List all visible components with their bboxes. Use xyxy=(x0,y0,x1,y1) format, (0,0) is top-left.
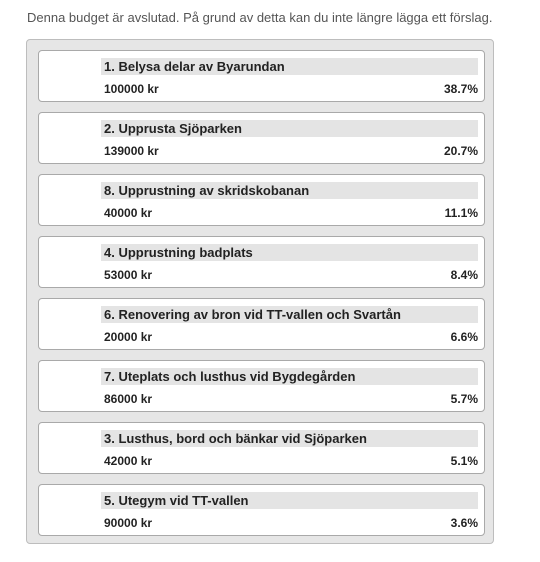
proposal-title: 3. Lusthus, bord och bänkar vid Sjöparken xyxy=(104,431,367,446)
proposal-title: 4. Upprustning badplats xyxy=(104,245,253,260)
proposal-percent: 5.7% xyxy=(450,392,478,406)
proposal-title-bar xyxy=(101,492,478,509)
proposal-title-bar xyxy=(101,368,478,385)
proposal-amount: 100000 kr xyxy=(104,82,159,96)
proposal-card xyxy=(38,50,485,102)
proposal-title: 5. Utegym vid TT-vallen xyxy=(104,493,249,508)
proposal-amount: 139000 kr xyxy=(104,144,159,158)
proposal-percent: 11.1% xyxy=(444,206,478,220)
proposal-amount: 42000 kr xyxy=(104,454,153,468)
proposal-title-bar xyxy=(101,120,478,137)
proposal-title-bar xyxy=(101,244,478,261)
proposal-percent: 5.1% xyxy=(450,454,478,468)
proposal-title-bar xyxy=(101,306,478,323)
proposal-percent: 20.7% xyxy=(443,144,478,158)
proposal-amount: 86000 kr xyxy=(104,392,153,406)
proposal-title: 7. Uteplats och lusthus vid Bygdegården xyxy=(104,369,356,384)
proposal-percent: 38.7% xyxy=(443,82,478,96)
proposal-card xyxy=(38,298,485,350)
proposal-card xyxy=(38,360,485,412)
proposal-card xyxy=(38,484,485,536)
proposal-percent: 6.6% xyxy=(450,330,478,344)
proposal-percent: 8.4% xyxy=(450,268,478,282)
proposal-title: 1. Belysa delar av Byarundan xyxy=(104,59,285,74)
proposal-title: 2. Upprusta Sjöparken xyxy=(104,121,242,136)
proposal-percent: 3.6% xyxy=(450,516,478,530)
budget-closed-notice: Denna budget är avslutad. På grund av detta kan du inte längre lägga ett förslag. xyxy=(27,10,493,25)
proposal-card xyxy=(38,112,485,164)
proposal-title: 8. Upprustning av skridskobanan xyxy=(104,183,310,198)
proposal-card xyxy=(38,236,485,288)
proposal-amount: 40000 kr xyxy=(104,206,153,220)
proposal-card xyxy=(38,422,485,474)
results-panel xyxy=(26,39,494,544)
proposal-title-bar xyxy=(101,430,478,447)
proposal-amount: 90000 kr xyxy=(104,516,153,530)
proposal-title-bar xyxy=(101,58,478,75)
proposal-title: 6. Renovering av bron vid TT-vallen och Svartån xyxy=(104,307,401,322)
proposal-title-bar xyxy=(101,182,478,199)
proposal-amount: 53000 kr xyxy=(104,268,153,282)
proposal-card xyxy=(38,174,485,226)
proposal-amount: 20000 kr xyxy=(104,330,153,344)
